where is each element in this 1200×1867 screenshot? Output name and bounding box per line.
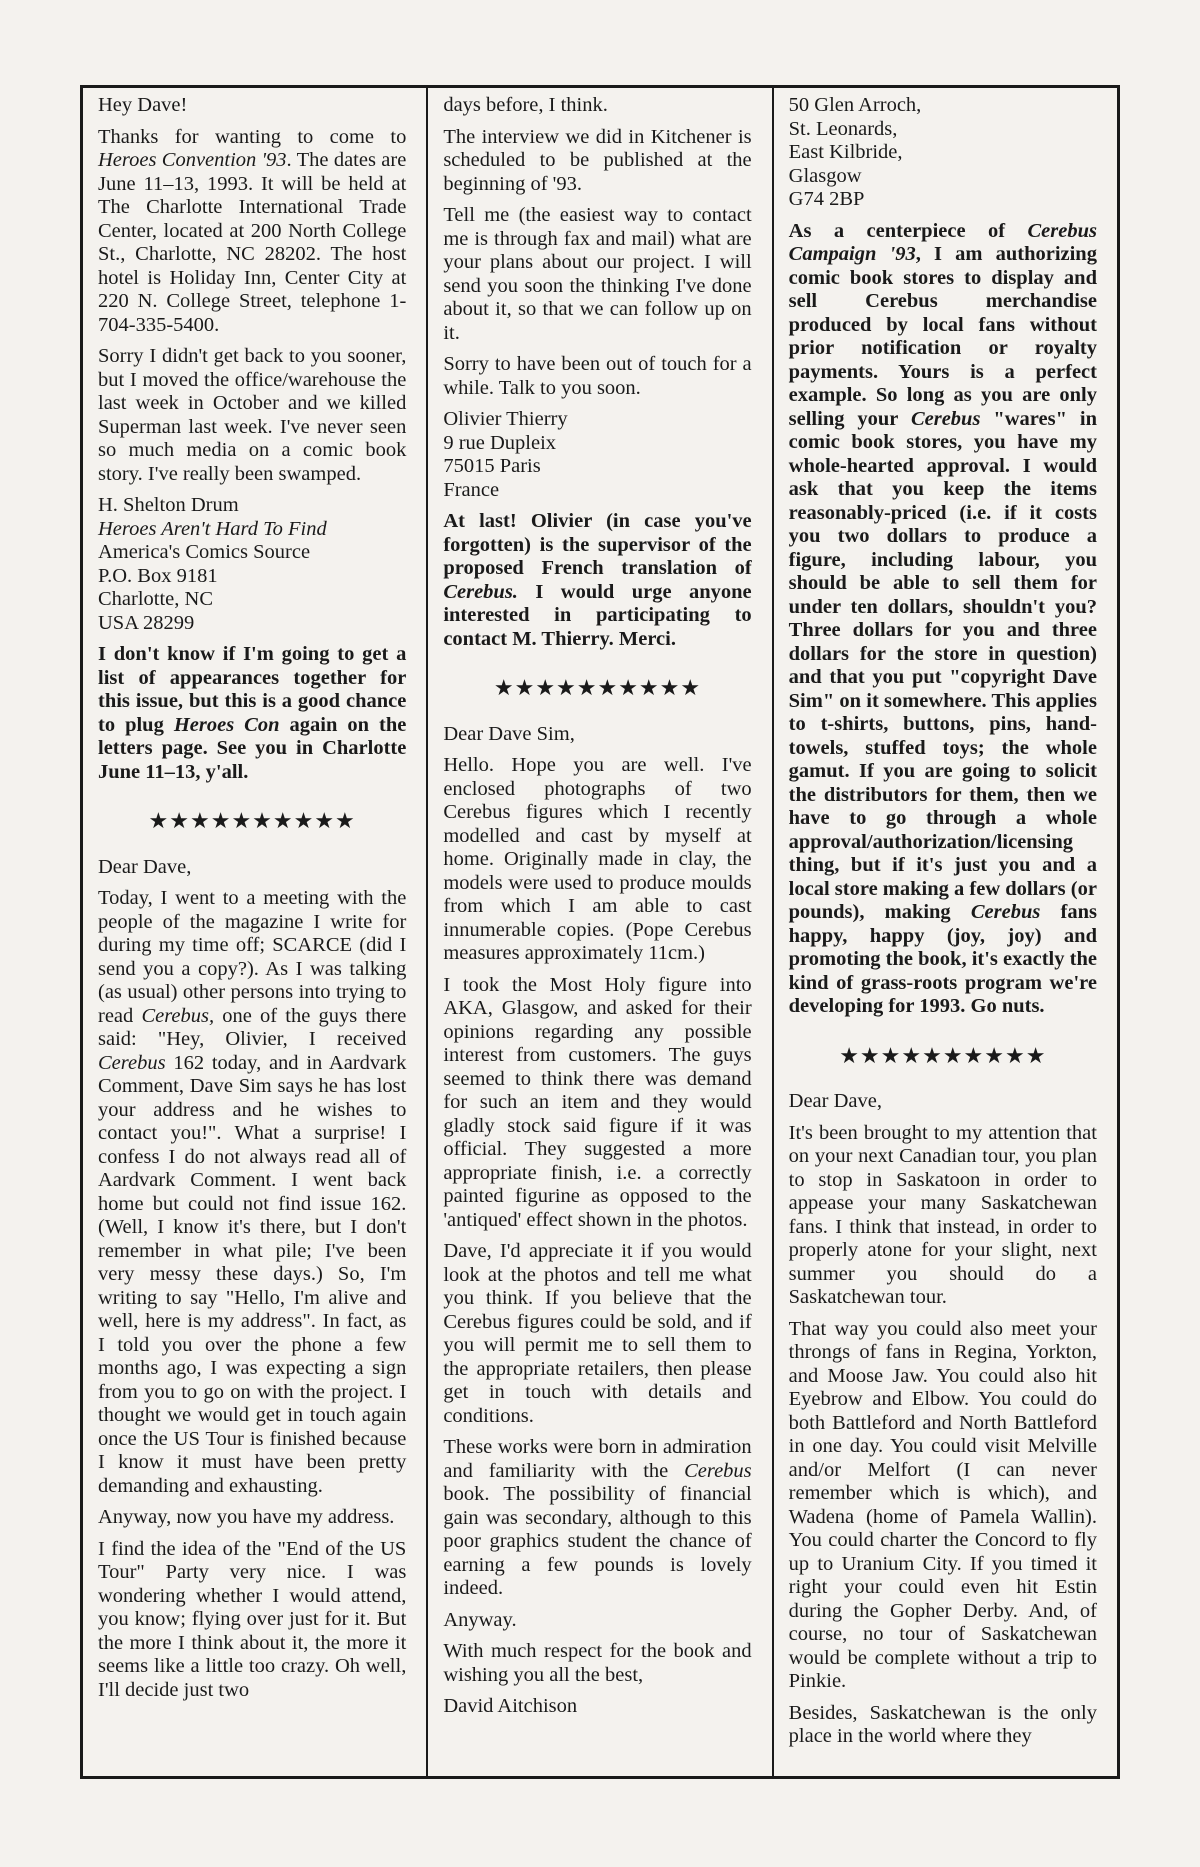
sig-store: Heroes Aren't Hard To Find (98, 517, 327, 540)
salutation: Dear Dave, (788, 1090, 882, 1112)
column-2 (426, 88, 771, 1776)
address-line: G74 2BP (788, 188, 865, 210)
letter-paragraph: It's been brought to my attention that on your next Canadian tour, you plan to stop in Saskatoon in order to appease your many Saskatchewan fans. I think that instead, in order to properly atone for your slight, next summer you should do a Saskatchewan tour. (788, 1121, 1097, 1308)
letter-paragraph: I took the Most Holy figure into AKA, Glasgow, and asked for their opinions regarding any possible interest from customers. The guys seemed to think there was demand for such an item and they would gladly stock said figure if it was official. They suggested a more appropriate finish, i.e. a correctly painted figurine as opposed to the 'antiqued' effect shown in the photos. (443, 973, 752, 1231)
sig-name: H. Shelton Drum (98, 494, 239, 516)
address-line: East Kilbride, (788, 141, 903, 163)
star-divider: ★★★★★★★★★★ (493, 676, 702, 701)
sig-line: France (443, 478, 500, 501)
letters-page-frame (80, 85, 1120, 1779)
letter-paragraph: Today, I went to a meeting with the people of the magazine I write for during my time off; SCARCE (did I send you a copy?). As I was talking (as usual) other persons into trying to read Cerebus, one of the guys there said: "Hey, Olivier, I received Cerebus 162 today, and in Aardvark Comment, Dave Sim says he has lost your address and he wishes to contact you!". What a surprise! I confess I do not always read all of Aardvark Comment. I went back home but could not find issue 162. (Well, I know it's there, but I don't remember in what pile; I've been very messy these days.) So, I'm writing to say "Hello, I'm alive and well, here is my address". In fact, as I told you over the phone a few months ago, I was expecting a sign from you to go on with the project. I thought we would get in touch again once the US Tour is finished because I know it must have been pretty demanding and exhausting. (98, 887, 407, 1497)
letter-paragraph: Anyway, now you have my address. (98, 1506, 395, 1528)
sig-name: Olivier Thierry (443, 408, 568, 430)
address-line: St. Leonards, (788, 117, 898, 140)
letter-paragraph: With much respect for the book and wishing you all the best, (443, 1640, 752, 1686)
signature-block (98, 494, 406, 635)
column-1 (83, 88, 426, 1776)
sig-line: Charlotte, NC (98, 588, 214, 610)
letter-paragraph: The interview we did in Kitchener is scheduled to be published at the beginning of '93. (443, 125, 752, 195)
letter-paragraph: Anyway. (443, 1608, 517, 1631)
editor-reply: I don't know if I'm going to get a list of appearances together for this issue, but this is a good chance to plug Heroes Con again on the letters page. See you in Charlotte June 11–13, y'all. (98, 643, 407, 783)
address-block (789, 94, 1097, 212)
star-divider: ★★★★★★★★★★ (839, 1043, 1047, 1069)
letter-paragraph: Tell me (the easiest way to contact me is through fax and mail) what are your plans about our project. I will send you soon the thinking I've done about it, so that we can follow up on it. (443, 204, 752, 344)
letter-paragraph: These works were born in admiration and familiarity with the Cerebus book. The possibility of financial gain was secondary, although to this poor graphics student the chance of earning a few pounds is lovely indeed. (443, 1436, 752, 1599)
address-line: 50 Glen Arroch, (788, 94, 922, 116)
sig-line: 9 rue Dupleix (443, 431, 557, 454)
editor-reply: As a centerpiece of Cerebus Campaign '93, I am authorizing comic book stores to display and sell Cerebus merchandise produced by local fans without prior notification or royalty payments. Yours is a perfect example. So long as you are only selling your Cerebus "wares" in comic book stores, you have my whole-hearted approval. I would ask that you keep the items reasonably-priced (i.e. if it costs you two dollars to produce a figure, including labour, you should be able to sell them for under ten dollars, shouldn't you? Three dollars for you and three dollars for the store in question) and that you put "copyright Dave Sim" on it somewhere. This applies to t-shirts, buttons, pins, hand-towels, stuffed toys; the whole gamut. If you are going to solicit the distributors for them, then we have to go through a whole approval/authorization/licensing thing, but if it's just you and a local store making a few dollars (or pounds), making Cerebus fans happy, happy (joy, joy) and promoting the book, it's exactly the kind of grass-roots program we're developing for 1993. Go nuts. (788, 219, 1097, 1017)
sig-line: 75015 Paris (443, 455, 541, 477)
letter-paragraph: That way you could also meet your throngs of fans in Regina, Yorkton, and Moose Jaw. You could also hit Eyebrow and Elbow. You could do both Battleford and North Battleford in one day. You could visit Melville and/or Melfort (I can never remember which is which), and Wadena (home of Pamela Wallin). You could charter the Concord to fly up to Uranium City. If you timed it right your could even hit Estin during the Gopher Derby. And, of course, no tour of Saskatchewan would be complete without a trip to Pinkie. (788, 1317, 1097, 1692)
letter-paragraph: I find the idea of the "End of the US Tour" Party very nice. I was wondering whether I would attend, you know; flying over just for it. But the more I think about it, the more it seems like a little too crazy. Oh well, I'll decide just two (98, 1537, 407, 1701)
sig-line: USA 28299 (98, 611, 195, 634)
sig-line: America's Comics Source (98, 541, 311, 563)
salutation: Dear Dave Sim, (443, 722, 575, 745)
editor-reply: At last! Olivier (in case you've forgotten) is the supervisor of the proposed French translation of Cerebus. I would urge anyone interested in participating to contact M. Thierry. Merci. (443, 510, 752, 650)
letter-paragraph: Besides, Saskatchewan is the only place in the world where they (788, 1701, 1097, 1747)
letter-paragraph: days before, I think. (443, 94, 608, 116)
letter-paragraph: Dave, I'd appreciate it if you would look at the photos and tell me what you think. If you believe that the Cerebus figures could be sold, and if you will permit me to sell them to the appropriate retailers, then please get in touch with details and conditions. (443, 1240, 752, 1427)
address-line: Glasgow (788, 164, 862, 187)
salutation: Dear Dave, (98, 855, 192, 878)
signature-block (443, 408, 751, 502)
letter-paragraph: Sorry to have been out of touch for a while. Talk to you soon. (443, 353, 752, 399)
column-3 (772, 88, 1117, 1776)
star-divider: ★★★★★★★★★★ (148, 809, 356, 834)
letter-paragraph: Sorry I didn't get back to you sooner, but I moved the office/warehouse the last week in October and we killed Superman last week. I've never seen so much media on a comic book story. I've really been swamped. (98, 345, 407, 485)
letter-paragraph: Hello. Hope you are well. I've enclosed photographs of two Cerebus figures which I recently modelled and cast by myself at home. Originally made in clay, the models were used to produce moulds from which I am able to cast innumerable copies. (Pope Cerebus measures approximately 11cm.) (443, 754, 752, 964)
sig-name: David Aitchison (443, 1695, 578, 1717)
sig-line: P.O. Box 9181 (98, 564, 218, 587)
greeting: Hey Dave! (98, 94, 188, 116)
letter-paragraph: Thanks for wanting to come to Heroes Convention '93. The dates are June 11–13, 1993. It will be held at The Charlotte International Trade Center, located at 200 North College St., Charlotte, NC 28202. The host hotel is Holiday Inn, Center City at 220 N. College Street, telephone 1-704-335-5400. (98, 125, 407, 336)
